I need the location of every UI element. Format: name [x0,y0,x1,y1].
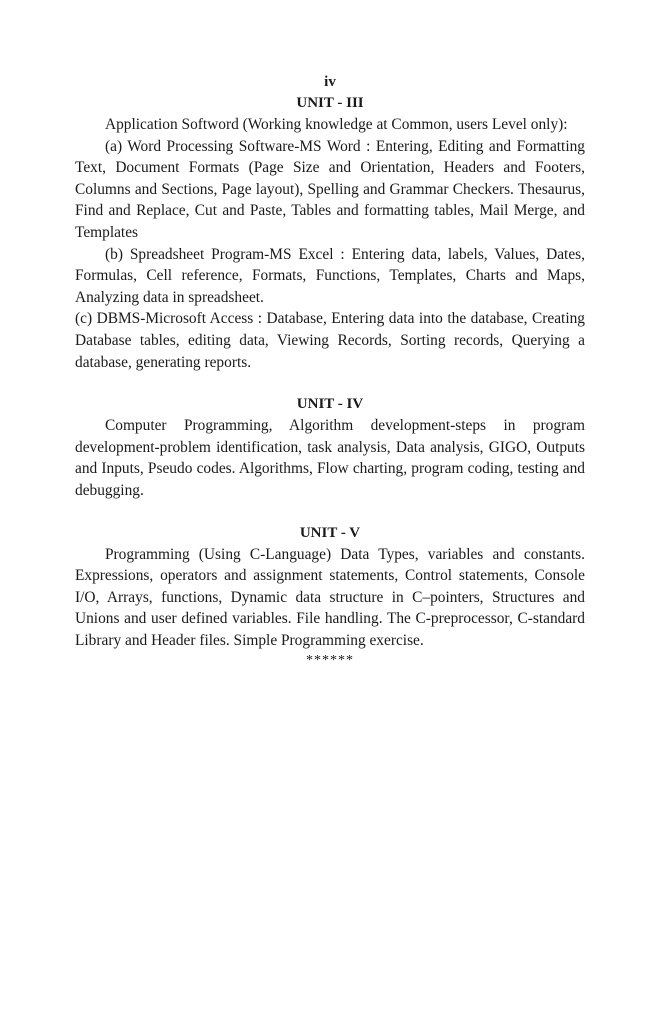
unit-4-heading: UNIT - IV [296,396,364,413]
unit-3-heading: UNIT - III [296,95,364,111]
unit-4-body: Computer Programming, Algorithm development-steps in program development-problem identification, task analysis, Data analysis, GIGO, Outputs and Inputs, Pseudo codes. Algorithms, Flow charting, program coding, testing and debugging. [75,417,585,499]
unit-3-para-c: (c) DBMS-Microsoft Access : Database, Entering data into the database, Creating Database tables, editing data, Viewing Records, Sorting records, Querying a database, generating reports. [75,310,585,371]
section-spacer [75,502,585,523]
unit-3-intro: Application Softword (Working knowledge at Common, users Level only): [105,116,568,133]
unit-3-para-b: (b) Spreadsheet Program-MS Excel : Entering data, labels, Values, Dates, Formulas, Cell reference, Formats, Functions, Templates, Charts and Maps, Analyzing data in spreadsheet. [75,245,585,306]
page-number: iv [324,74,336,90]
unit-5-body: Programming (Using C-Language) Data Types, variables and constants. Expressions, operators and assignment statements, Control statements, Console I/O, Arrays, functions, Dynamic data structure in C–pointers, Structures and Unions and user defined variables. File handling. The C-preprocessor, C-standard Library and Header files. Simple Programming exercise. [75,545,585,649]
unit-3-para-a: (a) Word Processing Software-MS Word : Entering, Editing and Formatting Text, Document Formats (Page Size and Orientation, Headers and Footers, Columns and Sections, Page layout), Spelling and Grammar Checkers. Thesaurus, Find and Replace, Cut and Paste, Tables and formatting tables, Mail Merge, and Templates [75,137,585,241]
end-of-page-stars: ****** [306,653,354,669]
document-page [75,72,585,671]
unit-5-heading: UNIT - V [299,524,361,541]
section-spacer [75,373,585,394]
